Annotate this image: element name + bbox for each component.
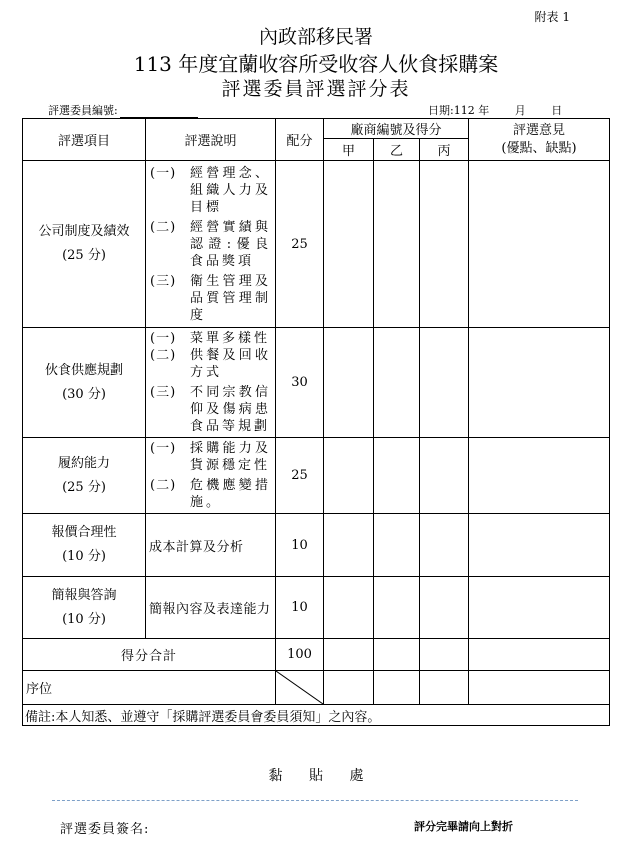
desc-text: 危機應變措施。 [190, 478, 271, 510]
note-row [23, 705, 610, 726]
row-item [23, 328, 146, 438]
score-cell-c[interactable] [420, 577, 469, 639]
score-cell-a[interactable] [324, 328, 374, 438]
score-cell-b[interactable] [374, 161, 420, 328]
row-weight: 10 [276, 514, 324, 577]
rank-row [23, 671, 610, 705]
desc-text: 不同宗教信仰及傷病患食品等規劃 [190, 385, 271, 434]
opinion-cell[interactable] [469, 328, 610, 438]
rank-cell-c[interactable] [420, 671, 469, 705]
header-desc: 評選說明 [146, 119, 276, 161]
desc-num: (三) [150, 385, 177, 400]
score-cell-c[interactable] [420, 161, 469, 328]
row-item-name: 公司制度及績效 [38, 224, 130, 239]
score-cell-b[interactable] [374, 438, 420, 514]
header-vendor-c: 丙 [420, 139, 469, 161]
header-vendor-b: 乙 [374, 139, 420, 161]
row-desc [146, 438, 276, 514]
rank-cell-b[interactable] [374, 671, 420, 705]
evaluation-table [22, 118, 610, 726]
row-desc [146, 328, 276, 438]
row-item [23, 161, 146, 328]
total-cell-b[interactable] [374, 639, 420, 671]
score-cell-b[interactable] [374, 328, 420, 438]
desc-text: 經營實績與認證:優良食品獎項 [190, 219, 271, 269]
score-cell-a[interactable] [324, 161, 374, 328]
desc-text: 供餐及回收方式 [190, 348, 271, 380]
total-cell-c[interactable] [420, 639, 469, 671]
desc-text: 菜單多樣性 [190, 331, 271, 346]
score-cell-c[interactable] [420, 514, 469, 577]
header-opinion [469, 119, 610, 161]
row-weight: 10 [276, 577, 324, 639]
desc-text: 衛生管理及品質管理制度 [190, 273, 271, 323]
desc-num: (三) [150, 273, 177, 289]
desc-num: (一) [150, 441, 177, 456]
row-item [23, 577, 146, 639]
row-item-points: (25 分) [62, 248, 106, 263]
row-item-name: 報價合理性 [51, 525, 117, 540]
row-desc: 成本計算及分析 [146, 514, 276, 577]
rank-diagonal-cell [276, 671, 324, 705]
note: 備註:本人知悉、並遵守「採購評選委員會委員須知」之內容。 [23, 705, 610, 726]
table-row [23, 328, 610, 438]
signature-label: 評選委員簽名: [60, 822, 150, 837]
header-vendor-group: 廠商編號及得分 [324, 119, 469, 139]
annex-label: 附表 1 [534, 10, 570, 24]
total-label: 得分合計 [23, 639, 276, 671]
diagonal-line [276, 671, 323, 704]
row-desc: 簡報內容及表達能力 [146, 577, 276, 639]
date-month: 月 [514, 104, 526, 117]
evaluator-number-label: 評選委員編號: [48, 104, 118, 117]
header-opinion-title: 評選意見 [512, 122, 565, 138]
header-weight: 配分 [276, 119, 324, 161]
row-item-name: 簡報與答詢 [51, 587, 117, 603]
desc-text: 經營理念、組織人力及目標 [190, 165, 271, 215]
title-form: 評選委員評選評分表 [221, 78, 411, 100]
row-item [23, 514, 146, 577]
rank-opinion-cell[interactable] [469, 671, 610, 705]
row-weight: 30 [276, 328, 324, 438]
score-cell-b[interactable] [374, 577, 420, 639]
opinion-cell[interactable] [469, 161, 610, 328]
opinion-cell[interactable] [469, 577, 610, 639]
date-day: 日 [551, 104, 563, 117]
score-cell-a[interactable] [324, 514, 374, 577]
desc-num: (一) [150, 165, 177, 181]
rank-label: 序位 [23, 671, 276, 705]
row-item-name: 履約能力 [57, 455, 110, 471]
row-weight: 25 [276, 438, 324, 514]
title-project: 113 年度宜蘭收容所受收容人伙食採購案 [133, 52, 499, 76]
row-item-points: (10 分) [62, 549, 106, 564]
desc-num: (二) [150, 478, 177, 493]
score-cell-c[interactable] [420, 438, 469, 514]
desc-num: (二) [150, 219, 177, 235]
desc-num: (一) [150, 331, 177, 346]
total-opinion-cell[interactable] [469, 639, 610, 671]
date-label: 日期:112 年 [428, 104, 490, 117]
total-row [23, 639, 610, 671]
row-item-points: (10 分) [62, 611, 106, 627]
header-item: 評選項目 [23, 119, 146, 161]
desc-text: 採購能力及貨源穩定性 [190, 441, 271, 473]
table-row [23, 438, 610, 514]
header-vendor-a: 甲 [324, 139, 374, 161]
fold-line [52, 800, 578, 801]
score-cell-b[interactable] [374, 514, 420, 577]
header-opinion-sub: (優點、缺點) [501, 140, 577, 156]
row-item-name: 伙食供應規劃 [44, 362, 123, 378]
total-value: 100 [276, 639, 324, 671]
score-cell-c[interactable] [420, 328, 469, 438]
table-row [23, 161, 610, 328]
table-row [23, 514, 610, 577]
row-item [23, 438, 146, 514]
fold-instruction: 評分完畢請向上對折 [414, 820, 513, 833]
opinion-cell[interactable] [469, 514, 610, 577]
title-agency: 內政部移民署 [258, 26, 373, 48]
row-weight: 25 [276, 161, 324, 328]
row-item-points: (25 分) [62, 479, 106, 495]
row-item-points: (30 分) [62, 386, 106, 402]
date-field [428, 102, 562, 118]
rank-cell-a[interactable] [324, 671, 374, 705]
table-row [23, 577, 610, 639]
evaluator-number [48, 102, 198, 118]
total-cell-a[interactable] [324, 639, 374, 671]
desc-num: (二) [150, 348, 177, 363]
score-cell-a[interactable] [324, 577, 374, 639]
stick-area-label: 黏 貼 處 [268, 768, 364, 784]
opinion-cell[interactable] [469, 438, 610, 514]
row-desc [146, 161, 276, 328]
score-cell-a[interactable] [324, 438, 374, 514]
evaluator-number-blank[interactable] [120, 105, 198, 118]
